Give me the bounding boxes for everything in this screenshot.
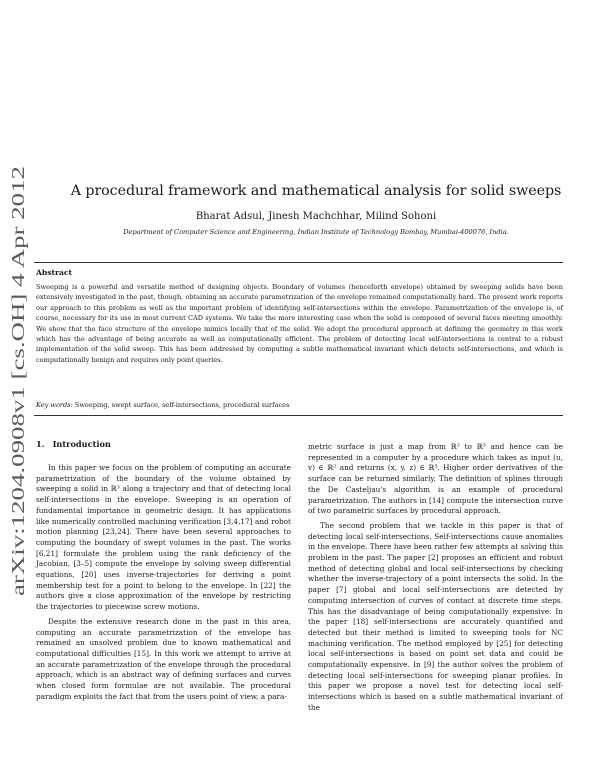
intro-paragraph-4: The second problem that we tackle in this paper is that of detecting local self-intersections. Self-intersections cause anomalies in the envelope. There have been rather few attempts at solving this problem in the past. The paper [2] proposes an efficient and robust method of detecting global and local self-intersections by checking whether the inverse-trajectory of a point intersects the solid. In the paper [7] global and local self-intersections are detected by computing intersection of curves of contact at discrete time steps. This has the disadvantage of being computationally expensive. In the paper [18] self-intersections are accurately quantified and detected but their method is limited to sweeping tools for NC machining verification. The method employed by [25] for detecting local self-intersections is based on point set data and could be computationally expensive. In [9] the author solves the problem of detecting local self-intersections for sweeping planar profiles. In this paper we propose a novel test for detecting local self-intersections which is based on a subtle mathematical invariant of the <box>308 520 563 712</box>
left-column <box>36 463 291 702</box>
abstract-text: Sweeping is a powerful and versatile method of designing objects. Boundary of volumes (henceforth envelope) obtained by sweeping solids have been extensively investigated in the past, though, obtaining an accurate parametrization of the envelope remained computationally hard. The present work reports our approach to this problem as well as the important problem of identifying self-intersections within the envelope. Parametrization of the envelope is, of course, necessary for its use in most current CAD systems. We take the more interesting case when the solid is composed of several faces meeting smoothly. We show that the face structure of the envelope mimics locally that of the solid. We adopt the procedural approach at defining the geometry in this work which has the advantage of being accurate as well as computationally efficient. The problem of detecting local self-intersections is central to a robust implementation of the solid sweep. This has been addressed by computing a subtle mathematical invariant which detects self-intersections, and which is computationally benign and requires only point queries. <box>36 283 563 364</box>
keywords <box>36 401 289 409</box>
intro-paragraph-2: Despite the extensive research done in the past in this area, computing an accurate parametrization of the envelope has remained an unsolved problem due to known mathematical and computational difficulties [15]. In this work we attempt to arrive at an accurate parametrization of the envelope through the procedural approach, which is an abstract way of defining surfaces and curves when closed form formulae are not available. The procedural paradigm exploits the fact that from the users point of view, a para- <box>36 616 291 701</box>
abstract-bottom-rule <box>34 415 563 416</box>
author-list: Bharat Adsul, Jinesh Machchhar, Milind Sohoni <box>195 211 437 222</box>
abstract-heading: Abstract <box>36 268 73 277</box>
affiliation: Department of Computer Science and Engineering, Indian Institute of Technology Bombay, Mumbai-400076, India. <box>123 228 509 236</box>
intro-paragraph-1: In this paper we focus on the problem of computing an accurate parametrization of the boundary of the volume obtained by sweeping a solid in ℝ³ along a trajectory and that of detecting local self-intersections in the envelope. Sweeping is an operation of fundamental importance in geometric design. It has applications like numerically controlled machining verification [3,4,17] and robot motion planning [23,24]. There have been several approaches to computing the boundary of swept volumes in the past. The works [6,21] formulate the problem using the rank deficiency of the Jacobian, [3–5] compute the envelope by solving sweep differential equations, [20] uses inverse-trajectories for deriving a point membership test for a point to belong to the envelope. In [22] the authors give a close approximation of the envelope by restricting the trajectories to piecewise screw motions. <box>36 463 291 612</box>
intro-paragraph-3: metric surface is just a map from ℝ² to ℝ³ and hence can be represented in a computer by a procedure which takes as input (u, v) ∈ ℝ² and returns (x, y, z) ∈ ℝ³. Higher order derivatives of the surface can be returned similarly. The definition of splines through the De Casteljau's algorithm is an example of procedural parametrization. The authors in [14] compute the intersection curve of two parametric surfaces by procedural approach. <box>308 442 563 516</box>
arxiv-identifier <box>6 160 32 600</box>
paper-title: A procedural framework and mathematical analysis for solid sweeps <box>70 183 562 199</box>
section-title: Introduction <box>52 439 111 449</box>
section-number: 1. <box>36 439 45 449</box>
arxiv-identifier-text: arXiv:1204.0908v1 [cs.OH] 4 Apr 2012 <box>8 316 28 596</box>
keywords-label: Key words: <box>36 401 73 409</box>
right-column <box>308 442 563 714</box>
abstract-top-rule <box>34 262 563 263</box>
keywords-text: Sweeping, swept surface, self-intersections, procedural surfaces <box>74 401 290 409</box>
section-heading <box>36 439 119 449</box>
